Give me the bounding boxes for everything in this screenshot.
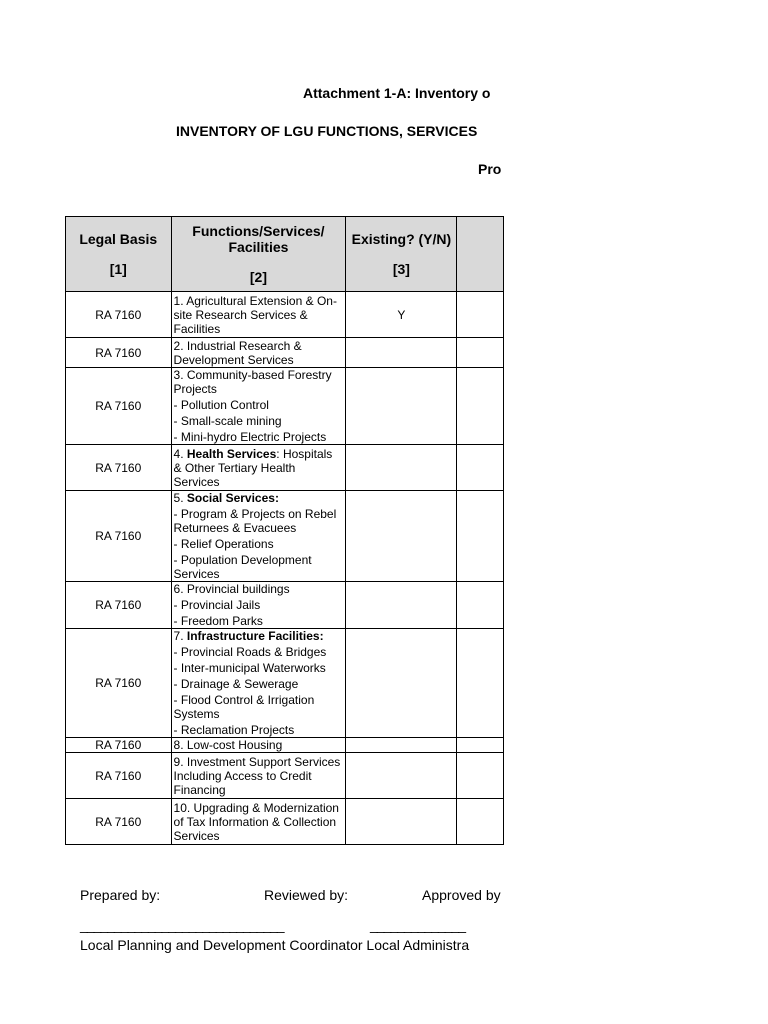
col-header-legal-basis — [66, 217, 172, 292]
function-line: - Inter-municipal Waterworks — [173, 661, 326, 675]
existing-cell — [346, 629, 457, 738]
inventory-table — [65, 216, 504, 845]
function-line: - Population Development Services — [173, 553, 312, 581]
function-line: - Provincial Jails — [173, 598, 261, 612]
function-cell — [171, 368, 346, 445]
existing-cell — [346, 368, 457, 445]
table-row — [66, 445, 504, 491]
clipped-cell — [457, 445, 504, 491]
col-header-functions — [171, 217, 346, 292]
function-line: - Pollution Control — [173, 398, 269, 412]
function-number: 4. — [173, 446, 184, 461]
function-cell — [171, 629, 346, 738]
function-line: 9. Investment Support Services Including Access to Credit Financing — [173, 754, 341, 797]
function-bold-title: Social Services: — [186, 491, 279, 505]
legal-basis-cell: RA 7160 — [66, 629, 172, 738]
function-heading — [174, 629, 344, 643]
clipped-cell — [457, 368, 504, 445]
function-cell — [171, 753, 346, 799]
clipped-cell — [457, 799, 504, 845]
function-number: 7. — [173, 629, 184, 643]
function-number: 5. — [173, 491, 184, 505]
legal-basis-cell: RA 7160 — [66, 582, 172, 629]
signature-line: ______________________________ — [80, 917, 284, 933]
legal-basis-cell: RA 7160 — [66, 445, 172, 491]
col-title: Legal Basis — [79, 231, 158, 247]
existing-cell: Y — [346, 292, 457, 338]
signatory-titles: Local Planning and Development Coordinator Local Administra — [80, 937, 470, 953]
function-cell — [171, 738, 346, 753]
existing-cell — [346, 445, 457, 491]
legal-basis-cell: RA 7160 — [66, 491, 172, 582]
inventory-title: INVENTORY OF LGU FUNCTIONS, SERVICES — [176, 123, 478, 139]
existing-cell — [346, 738, 457, 753]
function-line: 6. Provincial buildings — [173, 582, 290, 596]
function-line: - Relief Operations — [173, 537, 274, 551]
prepared-by-label: Prepared by: — [80, 887, 161, 903]
table-row — [66, 629, 504, 738]
function-line: - Mini-hydro Electric Projects — [173, 430, 327, 444]
table-row — [66, 292, 504, 338]
function-line: - Provincial Roads & Bridges — [173, 645, 327, 659]
table-row — [66, 799, 504, 845]
function-heading — [174, 491, 344, 505]
existing-cell — [346, 338, 457, 368]
existing-cell — [346, 799, 457, 845]
function-line: 1. Agricultural Extension & On-site Research Services & Facilities — [173, 293, 337, 336]
clipped-cell — [457, 338, 504, 368]
col-header-existing — [346, 217, 457, 292]
legal-basis-cell: RA 7160 — [66, 799, 172, 845]
table-row — [66, 368, 504, 445]
clipped-cell — [457, 738, 504, 753]
table-row — [66, 738, 504, 753]
col-header-clipped — [457, 217, 504, 292]
existing-cell — [346, 582, 457, 629]
clipped-cell — [457, 491, 504, 582]
signature-line: ______________ — [370, 917, 466, 933]
function-line: 10. Upgrading & Modernization of Tax Information & Collection Services — [173, 800, 339, 843]
function-line: 8. Low-cost Housing — [173, 738, 283, 752]
function-line: 3. Community-based Forestry Projects — [173, 368, 332, 396]
clipped-cell — [457, 629, 504, 738]
function-cell — [171, 582, 346, 629]
col-title: Existing? (Y/N) — [351, 231, 452, 247]
col-title: Functions/Services/ Facilities — [192, 223, 325, 255]
function-cell — [171, 292, 346, 338]
legal-basis-cell: RA 7160 — [66, 753, 172, 799]
province-label: Pro — [478, 161, 502, 177]
clipped-cell — [457, 753, 504, 799]
function-cell — [171, 338, 346, 368]
function-bold-title: Infrastructure Facilities: — [186, 629, 324, 643]
clipped-cell — [457, 582, 504, 629]
function-heading — [174, 447, 344, 489]
function-cell — [171, 491, 346, 582]
legal-basis-cell: RA 7160 — [66, 738, 172, 753]
function-text: : Hospitals & Other Tertiary Health Services — [173, 446, 333, 489]
clipped-cell — [457, 292, 504, 338]
table-header-row — [66, 217, 504, 292]
existing-cell — [346, 491, 457, 582]
table-row — [66, 491, 504, 582]
function-line: - Drainage & Sewerage — [173, 677, 299, 691]
function-cell — [171, 799, 346, 845]
approved-by-label: Approved by — [422, 887, 501, 903]
function-line: - Small-scale mining — [173, 414, 282, 428]
function-line: 2. Industrial Research & Development Services — [173, 338, 302, 367]
table-row — [66, 753, 504, 799]
col-number: [1] — [109, 261, 127, 277]
function-bold-title: Health Services — [186, 446, 277, 461]
function-line: - Program & Projects on Rebel Returnees & Evacuees — [173, 507, 337, 535]
legal-basis-cell: RA 7160 — [66, 368, 172, 445]
attachment-title: Attachment 1-A: Inventory o — [303, 85, 491, 101]
function-line: - Freedom Parks — [173, 614, 263, 628]
function-cell — [171, 445, 346, 491]
reviewed-by-label: Reviewed by: — [264, 887, 349, 903]
legal-basis-cell: RA 7160 — [66, 292, 172, 338]
col-number: [3] — [392, 261, 410, 277]
existing-cell — [346, 753, 457, 799]
col-number: [2] — [249, 269, 267, 285]
table-row — [66, 338, 504, 368]
legal-basis-cell: RA 7160 — [66, 338, 172, 368]
function-line: - Reclamation Projects — [173, 723, 295, 737]
table-row — [66, 582, 504, 629]
function-line: - Flood Control & Irrigation Systems — [173, 693, 315, 721]
